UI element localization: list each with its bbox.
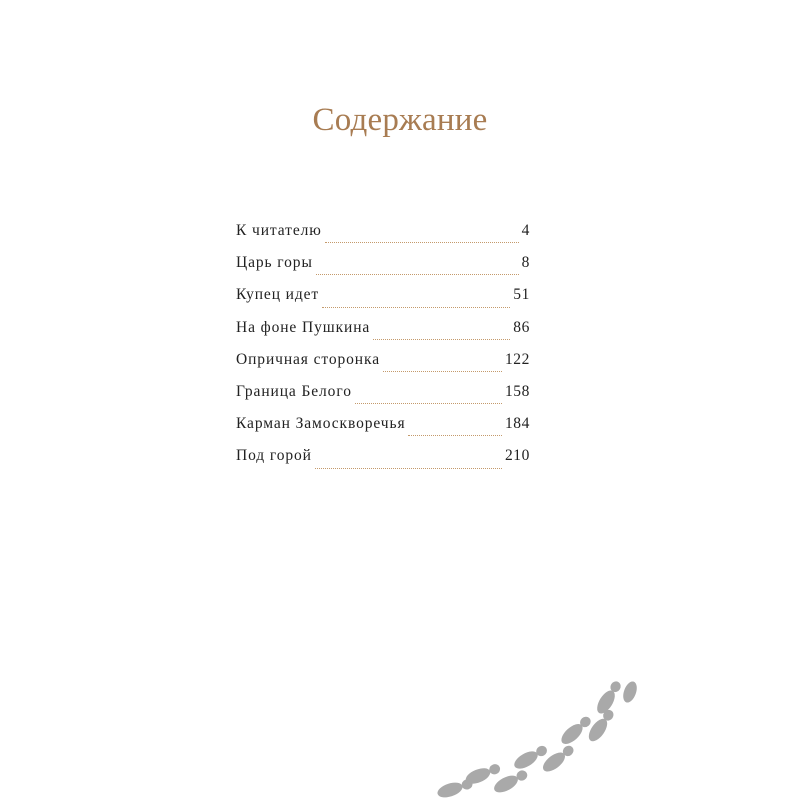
toc-entry [236, 319, 530, 351]
footprint [558, 713, 594, 747]
toc-entry-label: На фоне Пушкина [236, 318, 371, 336]
toc-entry-page: 51 [513, 286, 530, 304]
toc-dot-leader [315, 468, 502, 469]
toc-entry-page: 8 [521, 254, 530, 272]
toc-dot-leader [408, 435, 501, 436]
toc-entry-page: 158 [504, 382, 530, 400]
page-title: Содержание [312, 102, 488, 138]
footprints-icon [420, 672, 640, 800]
toc-entry [236, 383, 530, 415]
table-of-contents [236, 222, 530, 480]
toc-entry [236, 415, 530, 447]
toc-dot-leader [383, 371, 502, 372]
toc-dot-leader [325, 242, 519, 243]
toc-entry [236, 351, 530, 383]
toc-dot-leader [373, 339, 510, 340]
toc-entry-page: 210 [504, 447, 530, 465]
toc-entry [236, 286, 530, 318]
toc-entry-label: Купец идет [236, 286, 320, 304]
footprint [464, 761, 503, 787]
toc-entry-label: Царь горы [236, 254, 313, 272]
toc-entry-label: Под горой [236, 447, 312, 465]
toc-entry-page: 86 [513, 318, 530, 336]
toc-entry-page: 4 [521, 222, 530, 239]
toc-entry-label: Опричная сторонка [236, 350, 380, 368]
toc-entry-label: Карман Замоскворечья [236, 415, 406, 433]
toc-dot-leader [355, 403, 502, 404]
toc-entry-label: К читателю [236, 222, 322, 239]
toc-entry-label: Граница Белого [236, 382, 352, 400]
toc-entry [236, 254, 530, 286]
toc-dot-leader [316, 274, 519, 275]
toc-entry-page: 122 [504, 350, 530, 368]
toc-dot-leader [322, 307, 510, 308]
footprint [621, 680, 640, 705]
toc-entry-page: 184 [504, 415, 530, 433]
toc-entry [236, 447, 530, 479]
toc-entry [236, 222, 530, 254]
